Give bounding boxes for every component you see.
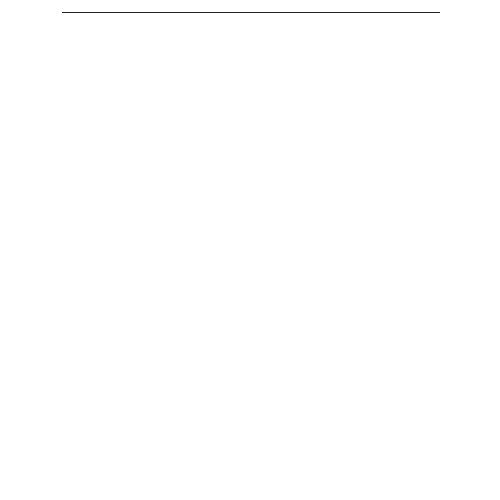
header-rule xyxy=(62,12,440,13)
